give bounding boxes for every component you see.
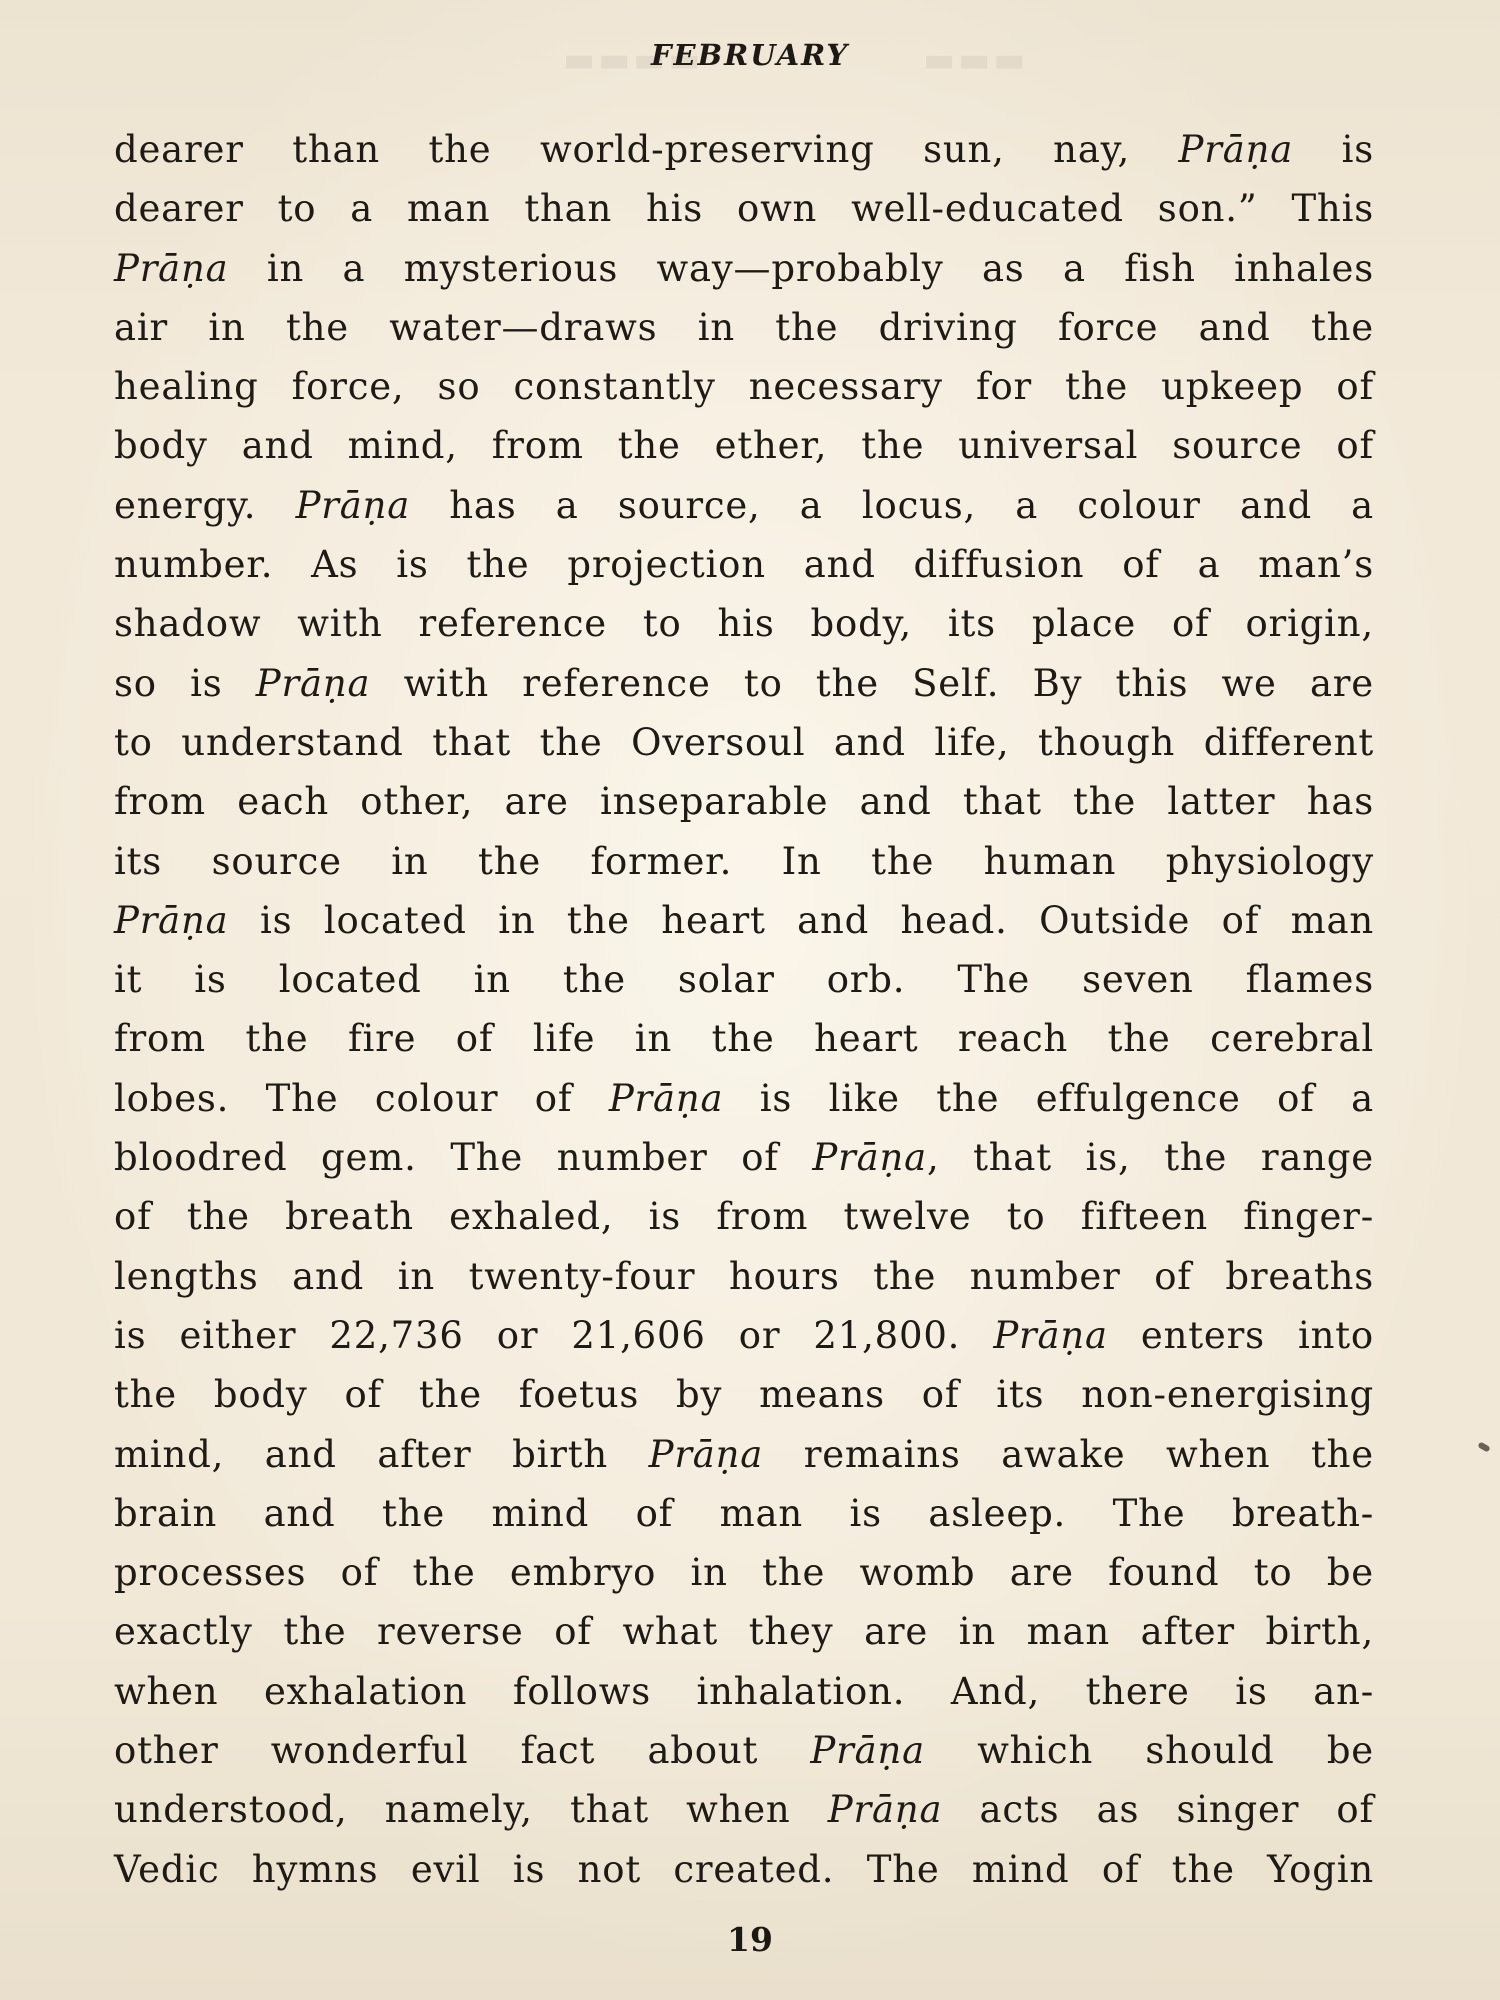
italic-term: Prāṇa: [812, 1136, 927, 1180]
italic-term: Prāṇa: [810, 1729, 925, 1773]
show-through-texture: ▬▬▬▬ ▬▬▬: [560, 40, 1026, 80]
text-line: when exhalation follows inhalation. And, there is an-: [114, 1669, 1374, 1713]
text-line: to understand that the Oversoul and life, though different: [114, 720, 1374, 764]
italic-term: Prāṇa: [114, 246, 229, 290]
page-edge-mark: [1477, 1441, 1490, 1452]
italic-term: Prāṇa: [255, 661, 371, 705]
italic-term: Prāṇa: [993, 1313, 1108, 1357]
text-line: shadow with reference to his body, its place of origin,: [114, 602, 1374, 646]
text-line: Vedic hymns evil is not created. The mind of the Yogin: [114, 1847, 1374, 1891]
text-line: Prāṇa in a mysterious way—probably as a fish inhales: [114, 246, 1374, 290]
text-line: of the breath exhaled, is from twelve to fifteen finger-: [114, 1195, 1374, 1239]
body-text: [114, 120, 1374, 1899]
text-line: from the fire of life in the heart reach the cerebral: [114, 1017, 1374, 1061]
text-line: processes of the embryo in the womb are found to be: [114, 1551, 1374, 1595]
text-line: healing force, so constantly necessary for the upkeep of: [114, 365, 1374, 409]
text-line: other wonderful fact about Prāṇa which should be: [114, 1729, 1375, 1773]
text-line: dearer to a man than his own well-educated son.” This: [114, 187, 1374, 231]
text-line: the body of the foetus by means of its non-energising: [114, 1373, 1374, 1417]
text-line: air in the water—draws in the driving force and the: [114, 305, 1374, 349]
text-line: body and mind, from the ether, the universal source of: [114, 424, 1374, 468]
text-line: bloodred gem. The number of Prāṇa, that is, the range: [114, 1136, 1374, 1180]
italic-term: Prāṇa: [1178, 128, 1294, 171]
text-line: dearer than the world-preserving sun, nay, Prāṇa is: [114, 128, 1374, 171]
text-line: from each other, are inseparable and that the latter has: [114, 780, 1374, 824]
italic-term: Prāṇa: [295, 483, 411, 527]
italic-term: Prāṇa: [608, 1076, 724, 1120]
text-line: is either 22,736 or 21,606 or 21,800. Prāṇa enters into: [114, 1313, 1374, 1357]
text-line: brain and the mind of man is asleep. The breath-: [114, 1491, 1374, 1535]
page-number: 19: [727, 1920, 773, 1959]
text-line: its source in the former. In the human physiology: [114, 839, 1374, 883]
text-line: energy. Prāṇa has a source, a locus, a colour and a: [114, 483, 1375, 527]
text-line: lengths and in twenty-four hours the number of breaths: [114, 1254, 1374, 1298]
text-line: exactly the reverse of what they are in man after birth,: [114, 1610, 1374, 1654]
italic-term: Prāṇa: [114, 898, 229, 942]
running-header: FEBRUARY: [650, 38, 850, 72]
text-line: Prāṇa is located in the heart and head. Outside of man: [114, 898, 1374, 942]
text-line: so is Prāṇa with reference to the Self. By this we are: [114, 661, 1374, 705]
text-line: mind, and after birth Prāṇa remains awake when the: [114, 1432, 1374, 1476]
text-line: lobes. The colour of Prāṇa is like the effulgence of a: [114, 1076, 1374, 1120]
italic-term: Prāṇa: [827, 1788, 943, 1832]
text-line: number. As is the projection and diffusion of a man’s: [114, 543, 1374, 587]
italic-term: Prāṇa: [648, 1432, 764, 1476]
text-line: it is located in the solar orb. The seven flames: [114, 958, 1374, 1002]
text-line: understood, namely, that when Prāṇa acts as singer of: [114, 1788, 1374, 1832]
